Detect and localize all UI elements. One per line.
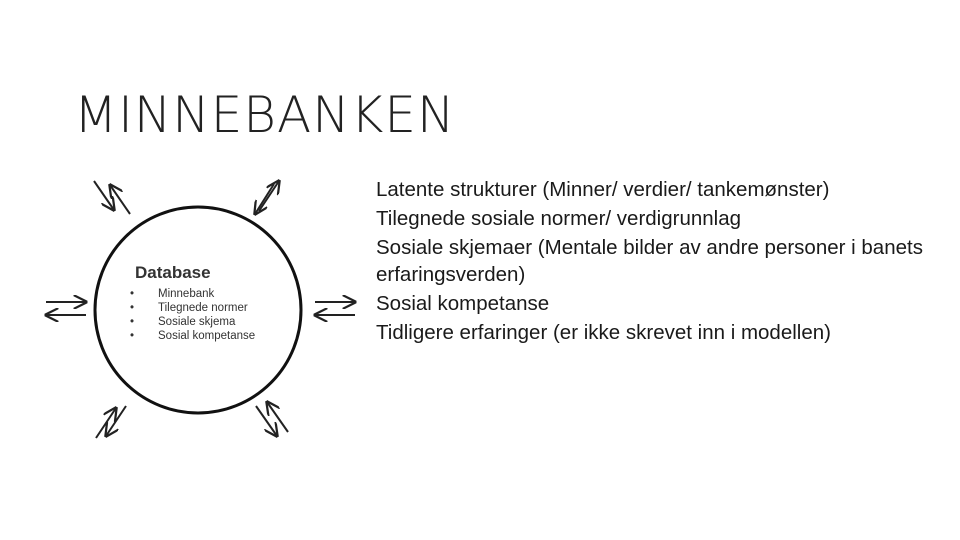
description-list [376,176,956,348]
database-item: • Sosial kompetanse [130,329,255,343]
database-item: • Sosiale skjema [130,315,255,329]
database-item: • Tilegnede normer [130,301,255,315]
database-heading: Database [135,263,211,282]
arrow-pair-top-right [255,181,279,214]
slide-title: MINNEBANKEN [74,86,456,144]
arrow-pair-top-left [94,181,130,214]
arrow-pair-bottom-left [96,406,126,438]
description-item: Sosiale skjemaer (Mentale bilder av andre personer i banets erfaringsverden) [376,236,923,286]
description-item: Tilegnede sosiale normer/ verdigrunnlag [376,207,742,230]
database-diagram [30,170,370,460]
database-item: • Minnebank [130,287,255,301]
database-item-list [130,287,255,343]
description-item: Tidligere erfaringer (er ikke skrevet inn i modellen) [376,321,831,344]
arrow-pair-left [46,302,86,315]
arrow-pair-right [315,302,355,315]
description-item: Sosial kompetanse [376,292,550,315]
description-item: Latente strukturer (Minner/ verdier/ tankemønster) [376,178,830,201]
arrow-pair-bottom-right [256,402,288,436]
